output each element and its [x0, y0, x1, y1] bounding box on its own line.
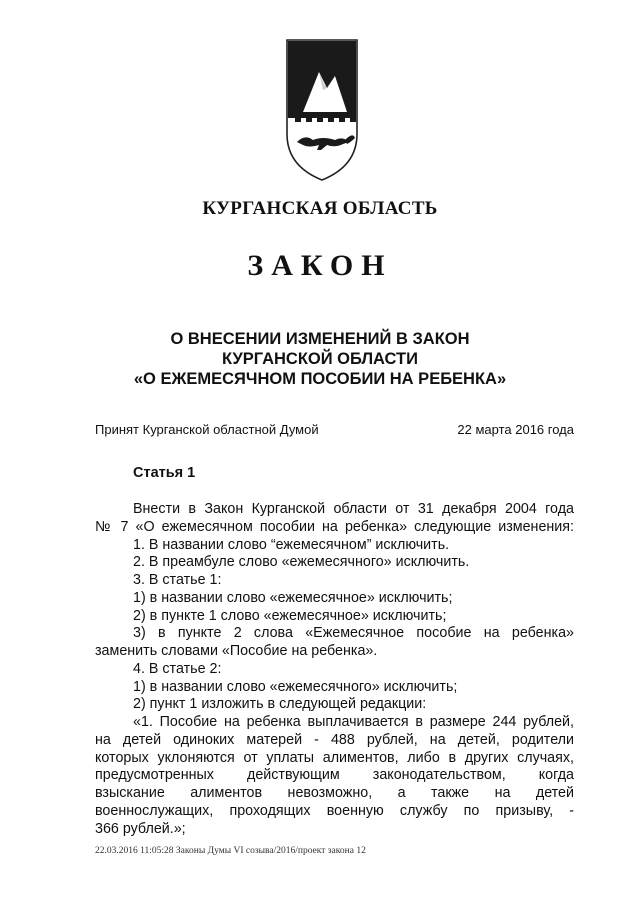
law-title	[0, 329, 640, 389]
article-body	[95, 501, 574, 838]
body-line: 1) в названии слово «ежемесячного» исключить;	[133, 678, 458, 695]
region-name: КУРГАНСКАЯ ОБЛАСТЬ	[202, 198, 438, 219]
article-heading: Статья 1	[133, 465, 196, 481]
body-line: 2) пункт 1 изложить в следующей редакции:	[133, 696, 427, 713]
body-line: 2) в пункте 1 слово «ежемесячное» исключить;	[133, 607, 447, 624]
adopted-by: Принят Курганской областной Думой	[95, 422, 319, 437]
body-line: Внести в Закон Курганской области от 31 декабря 2004 года	[133, 501, 574, 517]
body-line: предусмотренных действующим законодательством, когда	[95, 767, 574, 784]
law-title-line: «О ЕЖЕМЕСЯЧНОМ ПОСОБИИ НА РЕБЕНКА»	[133, 370, 507, 388]
law-title-line: О ВНЕСЕНИИ ИЗМЕНЕНИЙ В ЗАКОН	[170, 330, 470, 348]
coat-of-arms-emblem	[283, 38, 361, 182]
body-line: которых уклоняются от уплаты алиментов, либо в других случаях,	[95, 749, 574, 766]
document-type: ЗАКОН	[247, 249, 393, 282]
body-line: № 7 «О ежемесячном пособии на ребенка» следующие изменения:	[95, 518, 574, 535]
body-line: военнослужащих, проходящих военную службу по призыву, -	[95, 802, 574, 819]
body-line: 366 рублей.»;	[95, 820, 186, 837]
body-line: на детей одиноких матерей - 488 рублей, на детей, родители	[95, 731, 574, 748]
body-line: 1) в названии слово «ежемесячное» исключить;	[133, 589, 453, 606]
body-line: 2. В преамбуле слово «ежемесячного» исключить.	[133, 554, 470, 571]
adoption-date: 22 марта 2016 года	[457, 422, 574, 437]
body-line: 4. В статье 2:	[133, 660, 222, 677]
law-title-line: КУРГАНСКОЙ ОБЛАСТИ	[222, 350, 418, 368]
body-line: заменить словами «Пособие на ребенка».	[95, 643, 378, 659]
footer-file-path: 22.03.2016 11:05:28 Законы Думы VI созыва/2016/проект закона 12	[95, 846, 366, 856]
body-line: 3) в пункте 2 слова «Ежемесячное пособие на ребенка»	[133, 625, 574, 642]
body-line: взыскание алиментов невозможно, а также на детей	[95, 785, 574, 801]
body-line: «1. Пособие на ребенка выплачивается в размере 244 рублей,	[133, 714, 574, 730]
body-line: 1. В названии слово “ежемесячном” исключить.	[133, 536, 450, 553]
body-line: 3. В статье 1:	[133, 572, 222, 588]
